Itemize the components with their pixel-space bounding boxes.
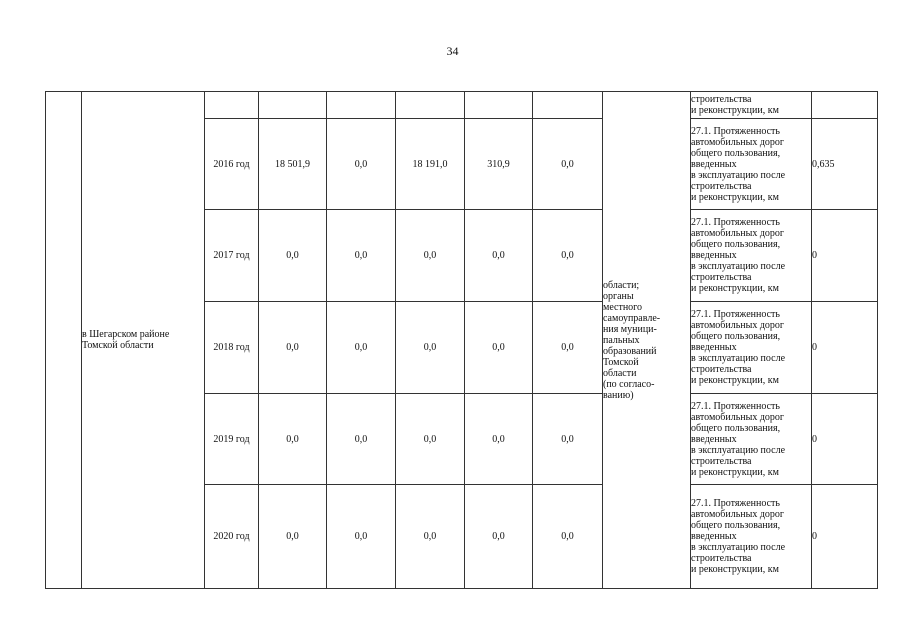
other-cell: 0,0	[533, 485, 603, 589]
federal-cell: 0,0	[327, 210, 396, 302]
organization-line: местного	[603, 301, 643, 313]
other-cell: 0,0	[533, 302, 603, 394]
program-name-line: в Шегарском районе	[82, 329, 170, 340]
other-cell: 0,0	[533, 394, 603, 485]
regional-cell: 0,0	[396, 302, 465, 394]
indicator-cell: 27.1. Протяженность автомобильных дорог общего пользования, введенных в эксплуатацию после строительства и реконструкции, км	[691, 302, 812, 394]
organization-line: Томской	[603, 356, 639, 368]
regional-cell: 0,0	[396, 394, 465, 485]
federal-cell: 0,0	[327, 119, 396, 210]
total-cell: 0,0	[259, 210, 327, 302]
local-cell: 0,0	[465, 302, 533, 394]
indicator-cell: 27.1. Протяженность автомобильных дорог общего пользования, введенных в эксплуатацию после строительства и реконструкции, км	[691, 210, 812, 302]
organization-line: пальных	[603, 334, 640, 346]
organization-line: ния муници-	[603, 323, 657, 335]
organization-line: (по согласо-	[603, 378, 655, 390]
regional-cell: 0,0	[396, 485, 465, 589]
total-cell: 0,0	[259, 302, 327, 394]
indicator-cell: 27.1. Протяженность автомобильных дорог общего пользования, введенных в эксплуатацию после строительства и реконструкции, км	[691, 394, 812, 485]
organization-line: ванию)	[603, 389, 634, 401]
local-cell: 0,0	[465, 485, 533, 589]
regional-cell: 0,0	[396, 210, 465, 302]
organization-cell	[603, 92, 691, 589]
organization-line: самоуправле-	[603, 312, 661, 324]
organization-line: образований	[603, 345, 657, 357]
program-name-line: Томской области	[82, 340, 154, 351]
other-cell: 0,0	[533, 119, 603, 210]
total-cell: 0,0	[259, 394, 327, 485]
local-cell: 0,0	[465, 394, 533, 485]
federal-cell: 0,0	[327, 485, 396, 589]
indicator-value-cell: 0	[812, 394, 878, 485]
total-cell: 0,0	[259, 485, 327, 589]
total-cell: 18 501,9	[259, 119, 327, 210]
indicator-value-cell: 0	[812, 210, 878, 302]
program-table	[45, 91, 878, 589]
year-cell: 2017 год	[205, 210, 259, 302]
year-cell: 2016 год	[205, 119, 259, 210]
local-cell: 310,9	[465, 119, 533, 210]
indicator-value-cell: 0	[812, 302, 878, 394]
federal-cell: 0,0	[327, 394, 396, 485]
table-row	[46, 92, 878, 119]
indicator-value-cell: 0	[812, 485, 878, 589]
index-cell	[46, 92, 82, 589]
local-cell: 0,0	[465, 210, 533, 302]
organization-line: области;	[603, 279, 640, 291]
indicator-value-cell: 0,635	[812, 119, 878, 210]
organization-line: органы	[603, 290, 634, 302]
federal-cell: 0,0	[327, 302, 396, 394]
year-cell: 2019 год	[205, 394, 259, 485]
year-cell: 2020 год	[205, 485, 259, 589]
page-number: 34	[446, 44, 459, 58]
indicator-cell: 27.1. Протяженность автомобильных дорог общего пользования, введенных в эксплуатацию после строительства и реконструкции, км	[691, 119, 812, 210]
indicator-cell: строительства и реконструкции, км	[691, 92, 812, 119]
organization-line: области	[603, 367, 637, 379]
other-cell: 0,0	[533, 210, 603, 302]
program-name-cell	[82, 92, 205, 589]
regional-cell: 18 191,0	[396, 119, 465, 210]
year-cell: 2018 год	[205, 302, 259, 394]
indicator-cell: 27.1. Протяженность автомобильных дорог общего пользования, введенных в эксплуатацию после строительства и реконструкции, км	[691, 485, 812, 589]
